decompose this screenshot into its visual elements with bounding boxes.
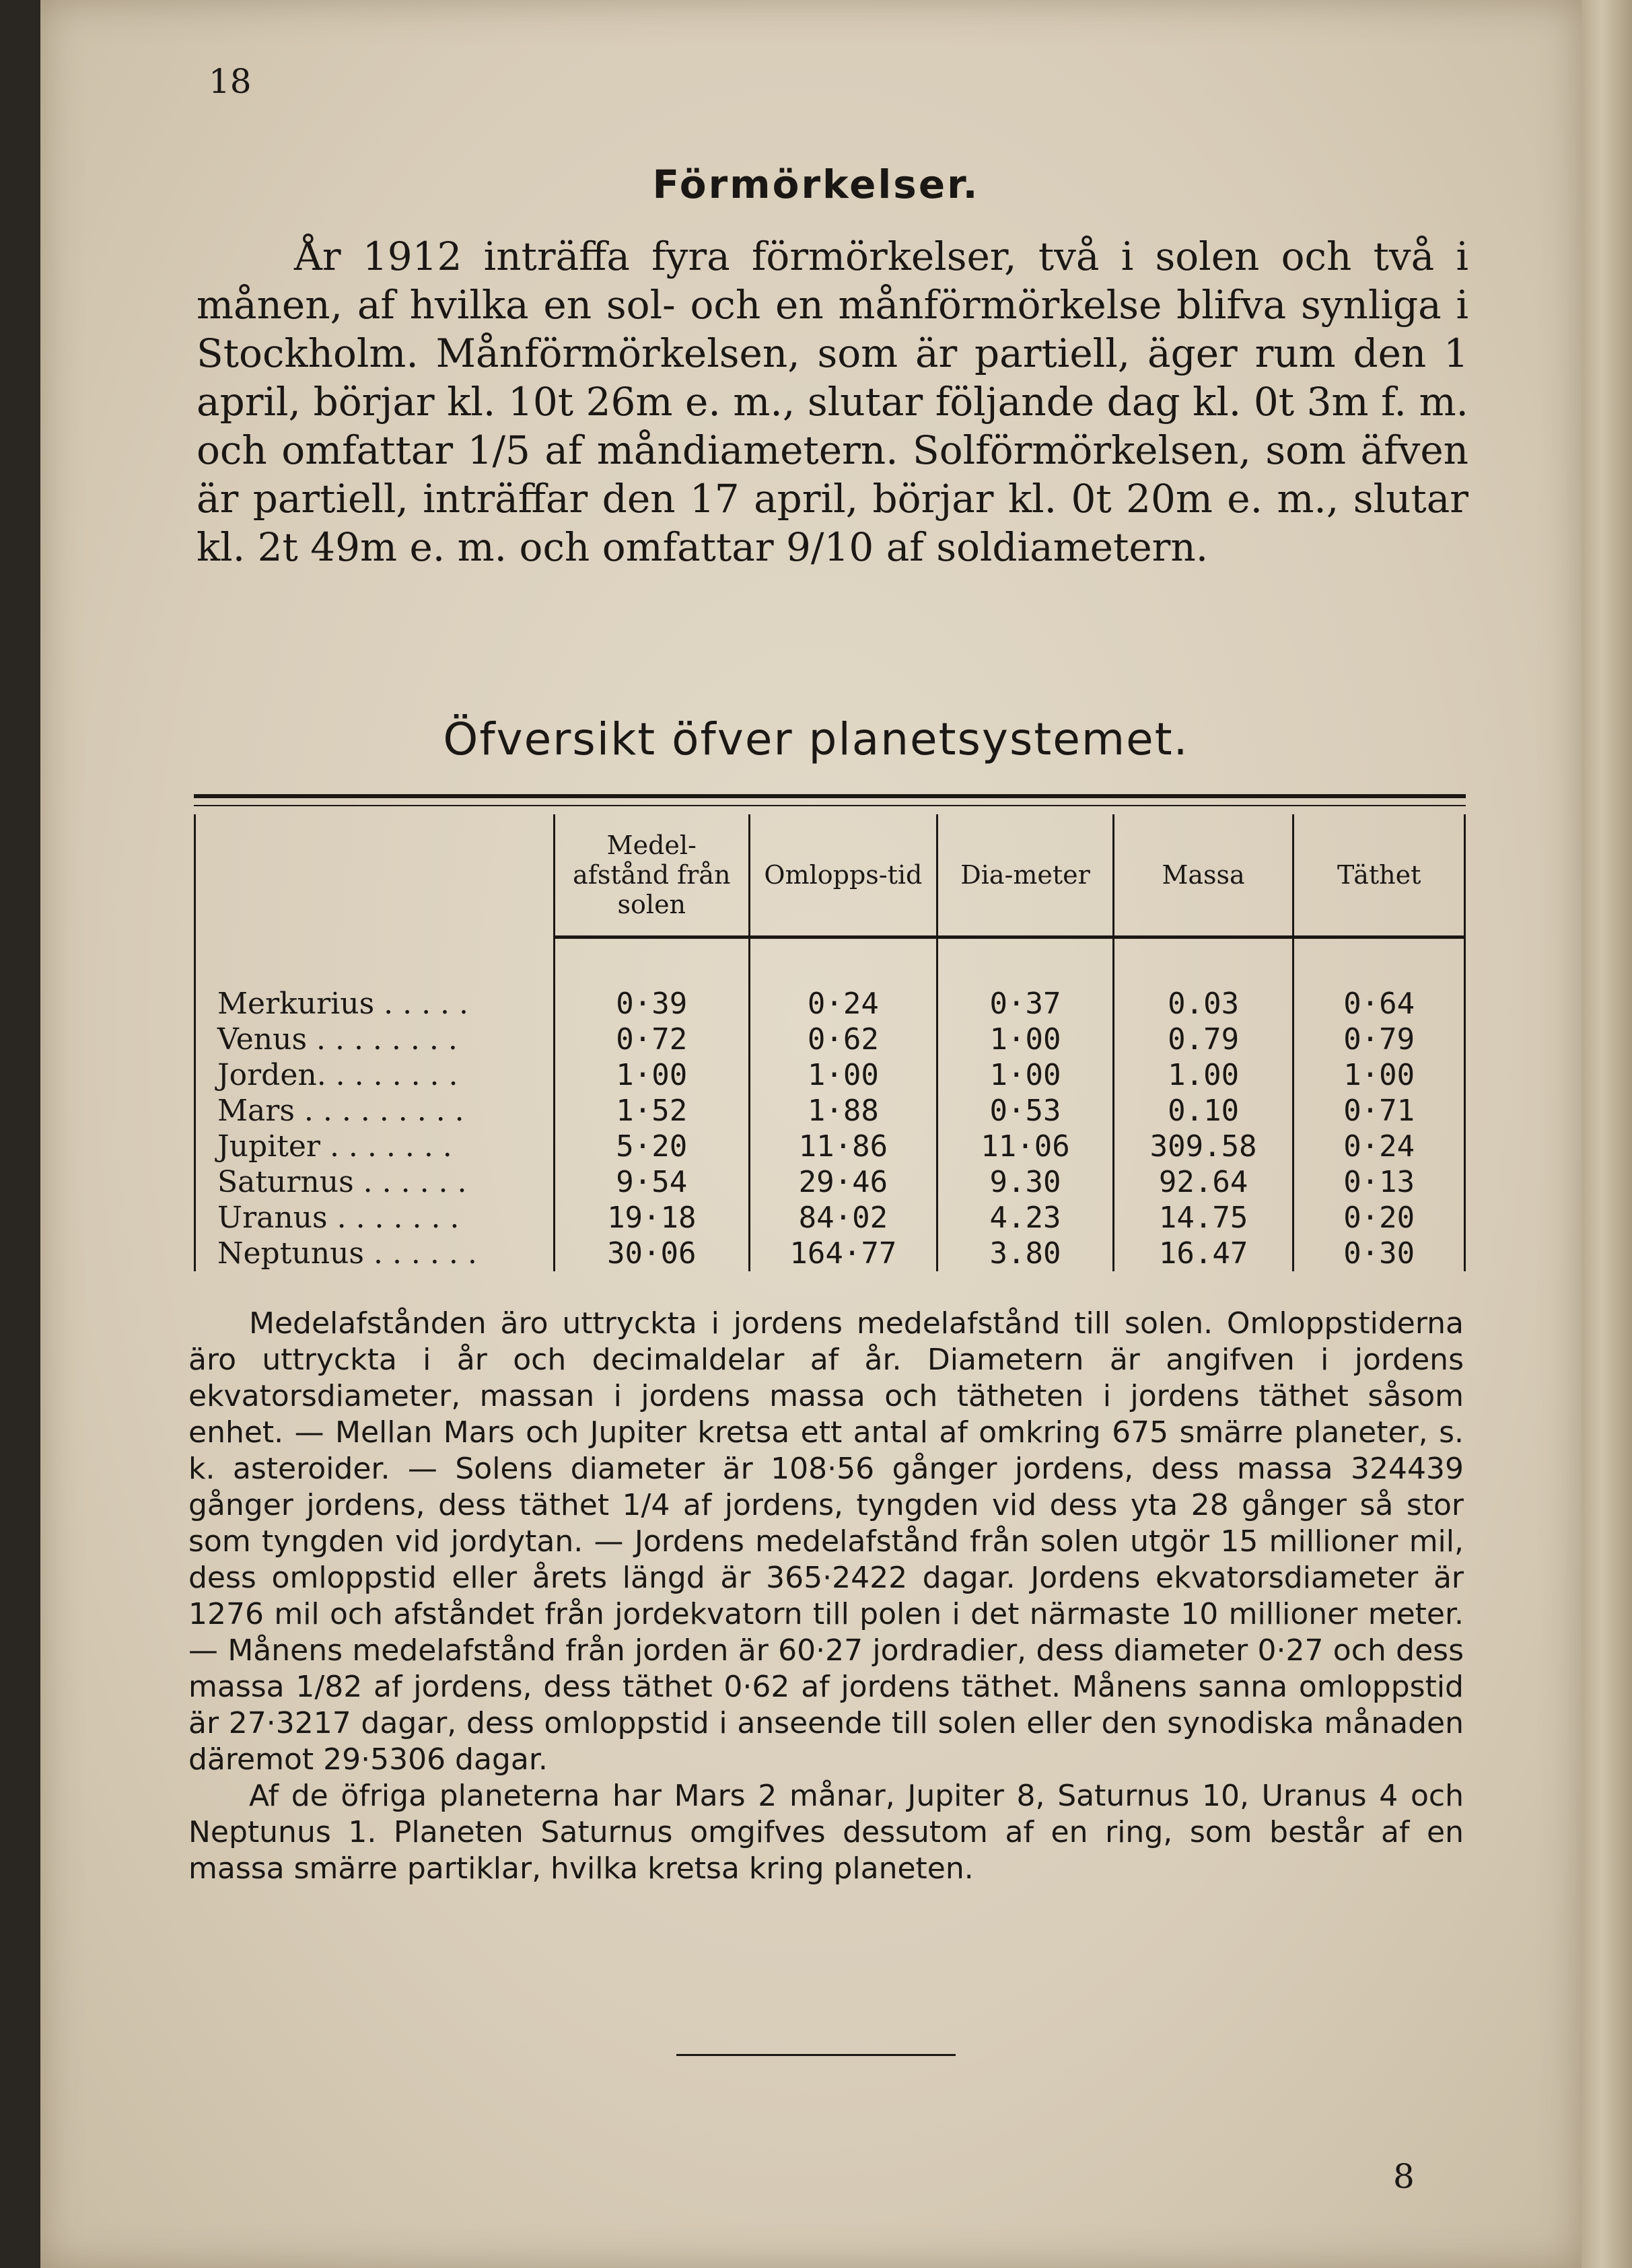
cell-mass: 16.47 <box>1113 1236 1293 1271</box>
table-row <box>195 1236 1465 1271</box>
cell-diam: 1·00 <box>937 1057 1114 1093</box>
cell-dist: 0·39 <box>555 986 750 1022</box>
page-number: 18 <box>209 62 252 101</box>
cell-diam: 4.23 <box>937 1200 1114 1236</box>
planet-table <box>194 814 1466 1271</box>
cell-dist: 1·52 <box>555 1093 750 1129</box>
table-top-rule <box>194 794 1466 798</box>
col-header-density: Täthet <box>1293 814 1465 937</box>
cell-mass: 0.79 <box>1113 1022 1293 1057</box>
cell-period: 11·86 <box>749 1129 937 1164</box>
planet-name: Jorden. . . . . . . . <box>195 1057 555 1093</box>
planet-overview-heading: Öfversikt öfver planetsystemet. <box>443 713 1189 765</box>
table-row <box>195 1164 1465 1200</box>
cell-mass: 309.58 <box>1113 1129 1293 1164</box>
cell-period: 164·77 <box>749 1236 937 1271</box>
cell-period: 0·24 <box>749 986 937 1022</box>
cell-dens: 0·30 <box>1293 1236 1465 1271</box>
cell-dens: 0·20 <box>1293 1200 1465 1236</box>
printer-signature: 8 <box>1393 2157 1415 2196</box>
cell-dens: 1·00 <box>1293 1057 1465 1093</box>
cell-dens: 0·64 <box>1293 986 1465 1022</box>
notes-paragraph-2: Af de öfriga planeterna har Mars 2 månar, Jupiter 8, Saturnus 10, Uranus 4 och Neptunus 1. Planeten Saturnus omgifves dessutom af en ring, som består af en massa smärre partiklar, hvilka kretsa kring planeten. <box>188 1779 1464 1886</box>
planet-name: Mars . . . . . . . . . <box>195 1093 555 1129</box>
cell-dens: 0·71 <box>1293 1093 1465 1129</box>
cell-period: 1·00 <box>749 1057 937 1093</box>
cell-period: 84·02 <box>749 1200 937 1236</box>
planet-name: Saturnus . . . . . . <box>195 1164 555 1200</box>
cell-period: 29·46 <box>749 1164 937 1200</box>
cell-diam: 1·00 <box>937 1022 1114 1057</box>
cell-dens: 0·24 <box>1293 1129 1465 1164</box>
cell-diam: 3.80 <box>937 1236 1114 1271</box>
cell-dist: 19·18 <box>555 1200 750 1236</box>
table-row <box>195 1200 1465 1236</box>
col-header-period: Omlopps-tid <box>749 814 937 937</box>
table-top-rule-thin <box>194 805 1466 806</box>
planet-name: Uranus . . . . . . . <box>195 1200 555 1236</box>
cell-mass: 1.00 <box>1113 1057 1293 1093</box>
cell-dens: 0·13 <box>1293 1164 1465 1200</box>
table-row <box>195 1093 1465 1129</box>
cell-mass: 92.64 <box>1113 1164 1293 1200</box>
planet-name: Neptunus . . . . . . <box>195 1236 555 1271</box>
cell-mass: 0.10 <box>1113 1093 1293 1129</box>
cell-dist: 0·72 <box>555 1022 750 1057</box>
eclipses-heading: Förmörkelser. <box>652 162 980 207</box>
table-header-row <box>195 814 1465 937</box>
cell-dist: 9·54 <box>555 1164 750 1200</box>
cell-dist: 5·20 <box>555 1129 750 1164</box>
cell-dist: 30·06 <box>555 1236 750 1271</box>
cell-period: 0·62 <box>749 1022 937 1057</box>
planet-name: Venus . . . . . . . . <box>195 1022 555 1057</box>
table-row <box>195 986 1465 1022</box>
cell-diam: 9.30 <box>937 1164 1114 1200</box>
notes-block <box>188 1306 1464 1887</box>
notes-paragraph-1: Medelafstånden äro uttryckta i jordens medelafstånd till solen. Omloppstiderna äro uttryckta i år och decimaldelar af år. Diametern är angifven i jordens ekvatorsdiameter, massan i jordens massa och tätheten i jordens täthet såsom enhet. — Mellan Mars och Jupiter kretsa ett antal af omkring 675 smärre planeter, s. k. asteroider. — Solens diameter är 108·56 gånger jordens, dess massa 324439 gånger jordens, dess täthet 1/4 af jordens, tyngden vid dess yta 28 gånger så stor som tyngden vid jordytan. — Jordens medelafstånd från solen utgör 15 millioner mil, dess omloppstid eller årets längd är 365·2422 dagar. Jordens ekvatorsdiameter är 1276 mil och afståndet från jordekvatorn till polen i det närmaste 10 millioner meter. — Månens medelafstånd från jorden är 60·27 jordradier, dess diameter 0·27 och dess massa 1/82 af jordens, dess täthet 0·62 af jordens täthet. Månens sanna omloppstid är 27·3217 dagar, dess omloppstid i anseende till solen eller den synodiska månaden däremot 29·5306 dagar. <box>188 1306 1464 1777</box>
cell-diam: 0·37 <box>937 986 1114 1022</box>
cell-diam: 0·53 <box>937 1093 1114 1129</box>
col-header-diameter: Dia-meter <box>937 814 1114 937</box>
planet-name: Merkurius . . . . . <box>195 986 555 1022</box>
table-row <box>195 1129 1465 1164</box>
cell-dist: 1·00 <box>555 1057 750 1093</box>
table-row <box>195 1022 1465 1057</box>
cell-period: 1·88 <box>749 1093 937 1129</box>
col-header-distance: Medel-afstånd från solen <box>555 814 750 937</box>
eclipses-paragraph: År 1912 inträffa fyra förmörkelser, två i solen och två i månen, af hvilka en sol- och en månförmörkelse blifva synliga i Stockholm. Månförmörkelsen, som är partiell, äger rum den 1 april, börjar kl. 10t 26m e. m., slutar följande dag kl. 0t 3m f. m. och omfattar 1/5 af måndiametern. Solförmörkelsen, som äfven är partiell, inträffar den 17 april, börjar kl. 0t 20m e. m., slutar kl. 2t 49m e. m. och omfattar 9/10 af soldiametern. <box>197 234 1468 570</box>
col-header-mass: Massa <box>1113 814 1293 937</box>
next-page-edge <box>1582 0 1632 2268</box>
table-spacer-row <box>195 937 1465 987</box>
cell-dens: 0·79 <box>1293 1022 1465 1057</box>
cell-diam: 11·06 <box>937 1129 1114 1164</box>
table-row <box>195 1057 1465 1093</box>
cell-mass: 0.03 <box>1113 986 1293 1022</box>
planet-name: Jupiter . . . . . . . <box>195 1129 555 1164</box>
table-header-blank <box>195 814 555 937</box>
closing-rule <box>676 2054 956 2056</box>
cell-mass: 14.75 <box>1113 1200 1293 1236</box>
